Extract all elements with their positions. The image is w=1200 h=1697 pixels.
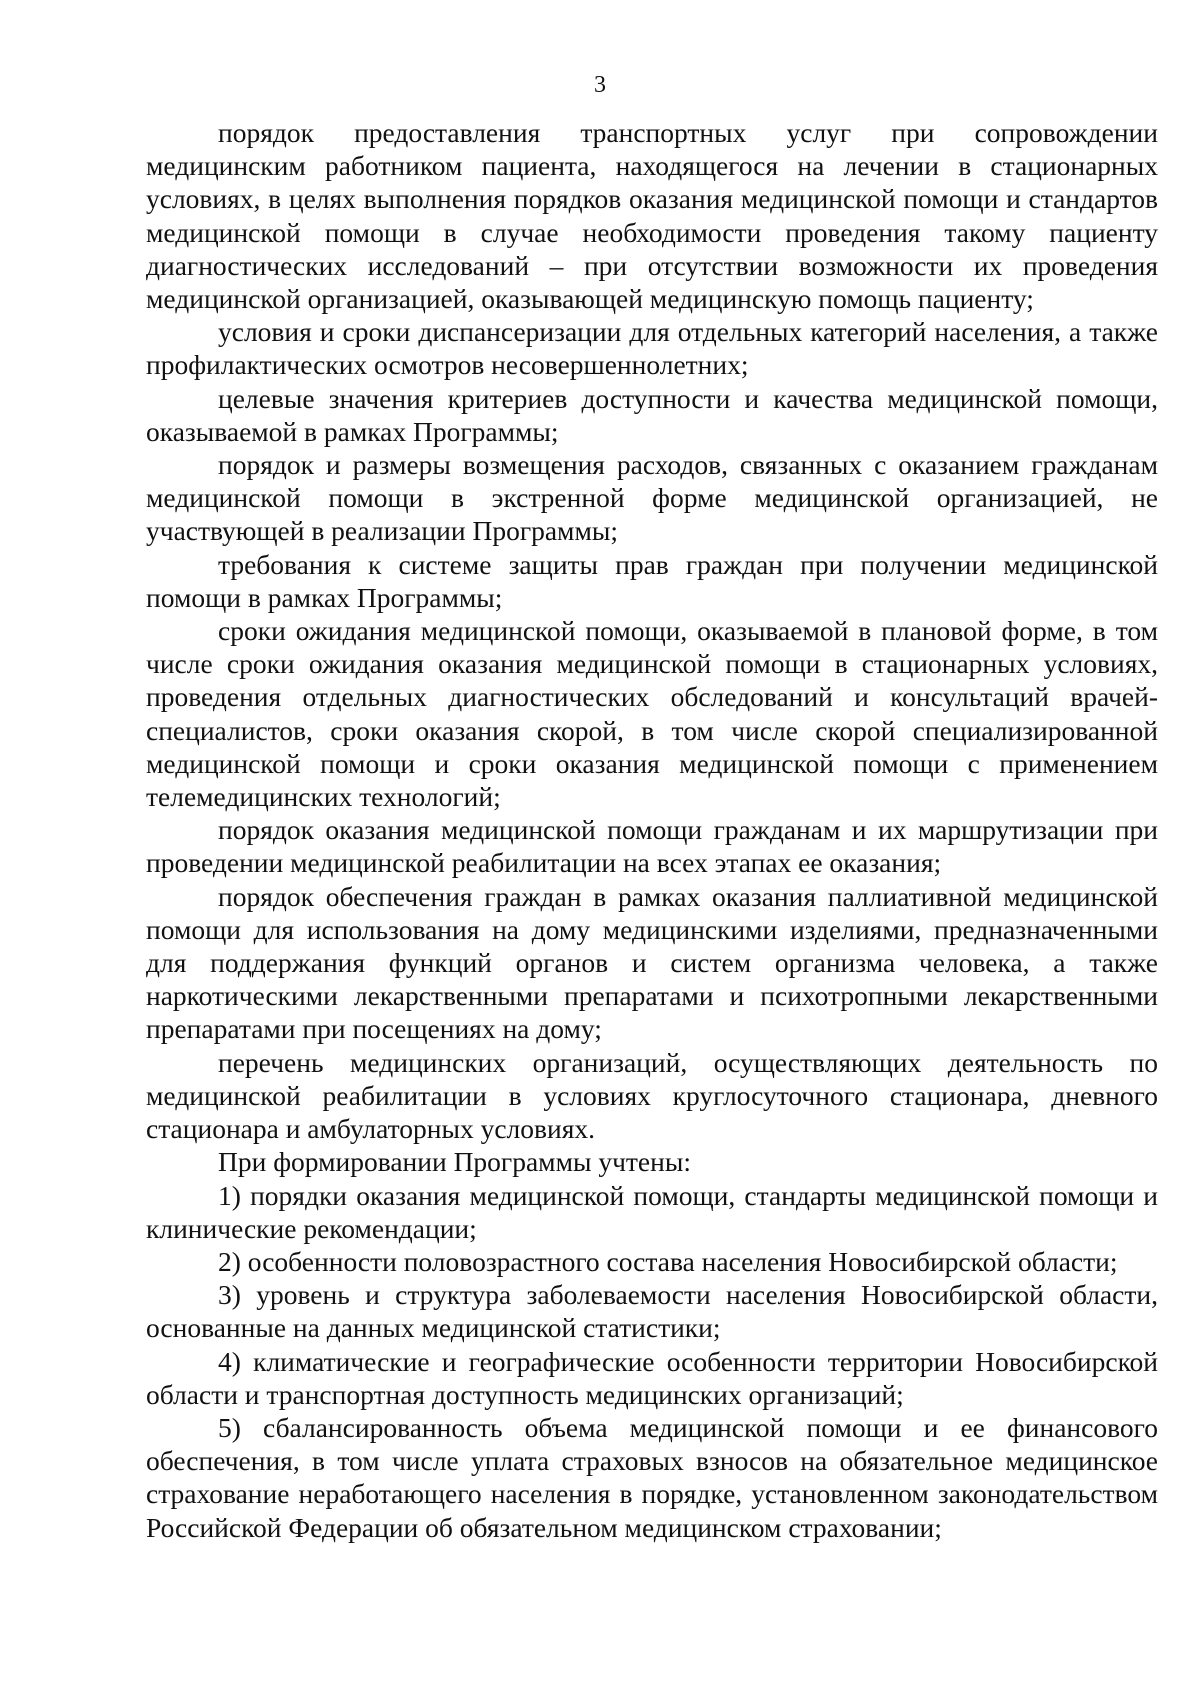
paragraph-dispensarization: условия и сроки диспансеризации для отдельных категорий населения, а также профилактических осмотров несовершеннолетних;: [146, 316, 1158, 381]
paragraph-target-criteria: целевые значения критериев доступности и качества медицинской помощи, оказываемой в рамках Программы;: [146, 382, 1158, 447]
paragraph-program-considerations-heading: При формировании Программы учтены:: [218, 1146, 691, 1178]
paragraph-rights-protection: требования к системе защиты прав граждан при получении медицинской помощи в рамках Программы;: [146, 548, 1158, 613]
page-number: 3: [594, 72, 606, 98]
list-item-2: 2) особенности половозрастного состава населения Новосибирской области;: [218, 1245, 1118, 1277]
paragraph-rehabilitation-organizations: перечень медицинских организаций, осуществляющих деятельность по медицинской реабилитации в условиях круглосуточного стационара, дневного стационара и амбулаторных условиях.: [146, 1046, 1158, 1145]
list-item-1: 1) порядки оказания медицинской помощи, стандарты медицинской помощи и клинические рекомендации;: [146, 1179, 1158, 1244]
list-item-4: 4) климатические и географические особенности территории Новосибирской области и транспортная доступность медицинских организаций;: [146, 1345, 1158, 1410]
paragraph-rehabilitation-routing: порядок оказания медицинской помощи гражданам и их маршрутизации при проведении медицинской реабилитации на всех этапах ее оказания;: [146, 814, 1158, 879]
paragraph-reimbursement: порядок и размеры возмещения расходов, связанных с оказанием гражданам медицинской помощи в экстренной форме медицинской организацией, не участвующей в реализации Программы;: [146, 449, 1158, 547]
list-item-5: 5) сбалансированность объема медицинской помощи и ее финансового обеспечения, в том числе уплата страховых взносов на обязательное медицинское страхование неработающего населения в порядке, установленном законодательством Российской Федерации об обязательном медицинском страховании;: [146, 1411, 1158, 1543]
document-body: [146, 116, 1158, 1544]
paragraph-waiting-times: сроки ожидания медицинской помощи, оказываемой в плановой форме, в том числе сроки ожидания оказания медицинской помощи в стационарных условиях, проведения отдельных диагностических обследований и консультаций врачей-специалистов, сроки оказания скорой, в том числе скорой специализированной медицинской помощи и сроки оказания медицинской помощи с применением телемедицинских технологий;: [146, 615, 1158, 813]
paragraph-palliative-care: порядок обеспечения граждан в рамках оказания паллиативной медицинской помощи для использования на дому медицинскими изделиями, предназначенными для поддержания функций органов и систем организма человека, а также наркотическими лекарственными препаратами и психотропными лекарственными препаратами при посещениях на дому;: [146, 880, 1158, 1045]
paragraph-transport-services: порядок предоставления транспортных услуг при сопровождении медицинским работником пациента, находящегося на лечении в стационарных условиях, в целях выполнения порядков оказания медицинской помощи и стандартов медицинской помощи в случае необходимости проведения такому пациенту диагностических исследований – при отсутствии возможности их проведения медицинской организацией, оказывающей медицинскую помощь пациенту;: [146, 117, 1158, 315]
list-item-3: 3) уровень и структура заболеваемости населения Новосибирской области, основанные на данных медицинской статистики;: [146, 1279, 1158, 1344]
